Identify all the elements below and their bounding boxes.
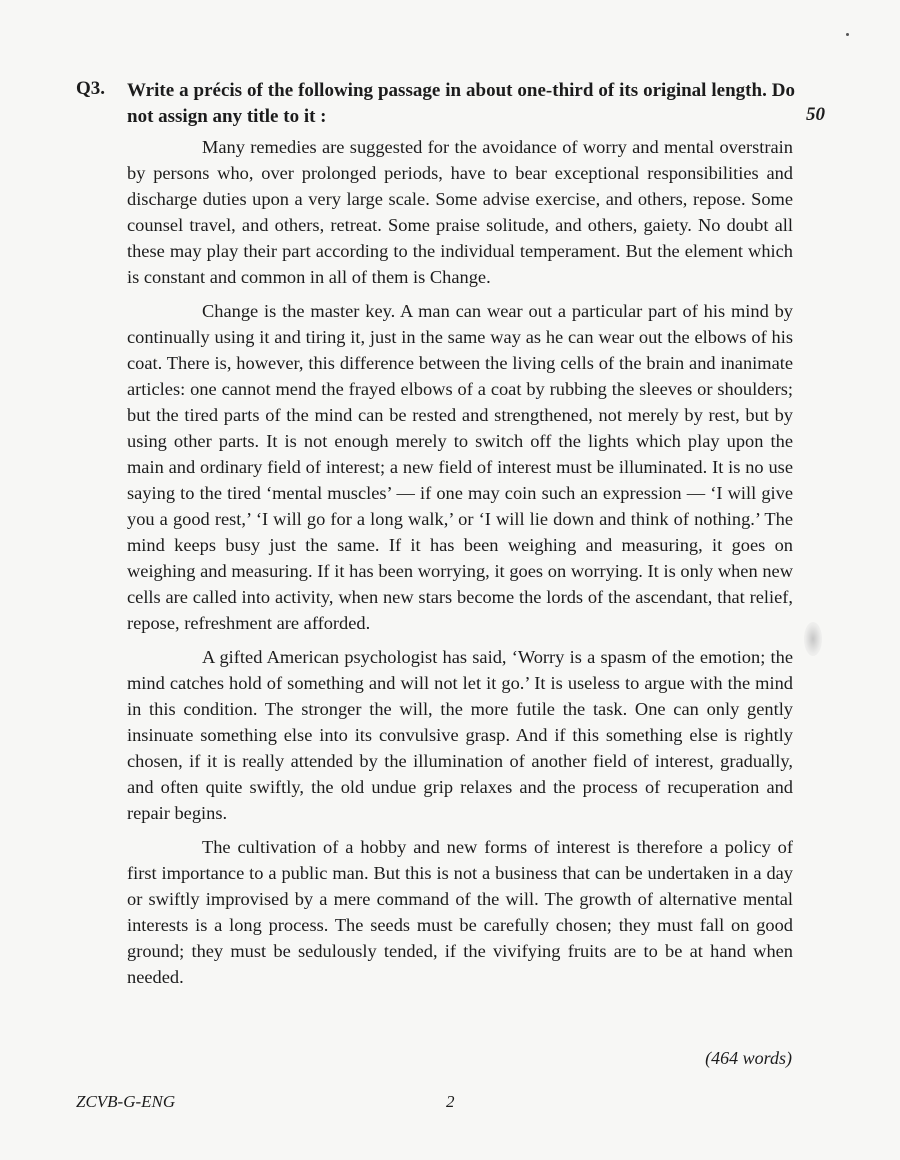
passage-paragraph: The cultivation of a hobby and new forms of interest is therefore a policy of first importance to a public man. But this is not a business that can be undertaken in a day or swiftly improvised by a mere command of the will. The growth of alternative mental interests is a long process. The seeds must be carefully chosen; they must fall on good ground; they must be sedulously tended, if the vivifying fruits are to be at hand when needed.	[127, 837, 793, 987]
passage-body	[127, 134, 793, 998]
passage-paragraph: Many remedies are suggested for the avoidance of worry and mental overstrain by persons who, over prolonged periods, have to bear exceptional responsibilities and discharge duties upon a very large scale. Some advise exercise, and others, repose. Some counsel travel, and others, retreat. Some praise solitude, and others, gaiety. No doubt all these may play their part according to the individual temperament. But the element which is constant and common in all of them is Change.	[127, 137, 793, 287]
question-instruction: Write a précis of the following passage in about one-third of its original length. Do not assign any title to it :	[127, 80, 795, 127]
passage-paragraph: A gifted American psychologist has said, ‘Worry is a spasm of the emotion; the mind catches hold of something and will not let it go.’ It is useless to argue with the mind in this condition. The stronger the will, the more futile the task. One can only gently insinuate something else into its convulsive grasp. And if this something else is rightly chosen, if it is really attended by the illumination of another field of interest, gradually, and often quite swiftly, the old undue grip relaxes and the process of recuperation and repair begins.	[127, 647, 793, 823]
scan-punch-shadow	[804, 622, 822, 656]
paper-code: ZCVB-G-ENG	[76, 1092, 176, 1111]
question-marks: 50	[806, 104, 825, 125]
page-number: 2	[446, 1092, 455, 1111]
passage-paragraph: Change is the master key. A man can wear out a particular part of his mind by continually using it and tiring it, just in the same way as he can wear out the elbows of his coat. There is, however, this difference between the living cells of the brain and inanimate articles: one cannot mend the frayed elbows of a coat by rubbing the sleeves or shoulders; but the tired parts of the mind can be rested and strengthened, not merely by rest, but by using other parts. It is not enough merely to switch off the lights which play upon the main and ordinary field of interest; a new field of interest must be illuminated. It is no use saying to the tired ‘mental muscles’ — if one may coin such an expression — ‘I will give you a good rest,’ ‘I will go for a long walk,’ or ‘I will lie down and think of nothing.’ The mind keeps busy just the same. If it has been weighing and measuring, it goes on weighing and measuring. If it has been worrying, it goes on worrying. It is only when new cells are called into activity, when new stars become the lords of the ascendant, that relief, repose, refreshment are afforded.	[127, 301, 793, 633]
question-number: Q3.	[76, 78, 106, 99]
scan-speck	[846, 33, 849, 36]
word-count: (464 words)	[705, 1048, 792, 1068]
